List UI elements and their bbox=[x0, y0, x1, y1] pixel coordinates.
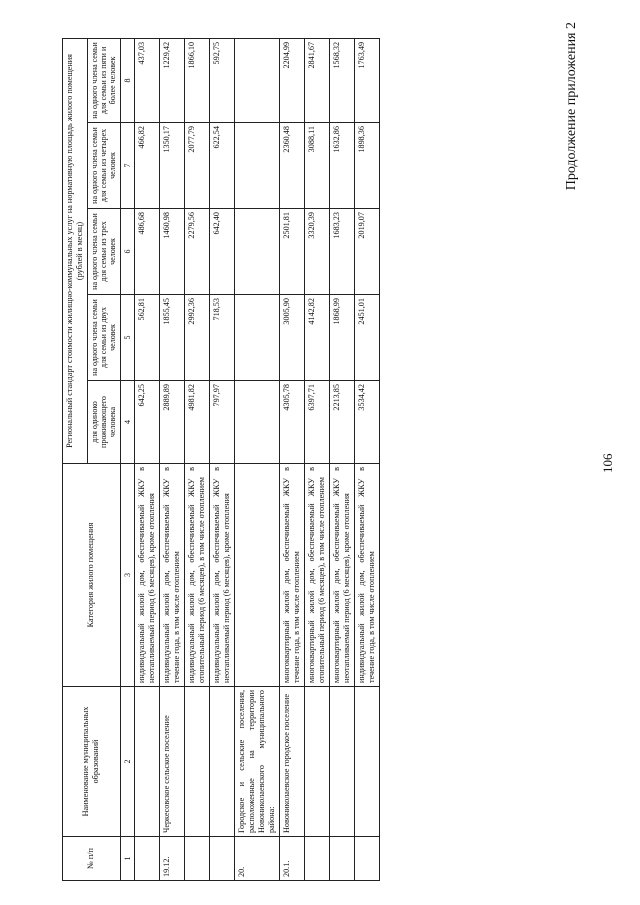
row-number bbox=[185, 837, 210, 881]
standard-value: 1350,17 bbox=[160, 123, 185, 209]
standard-value: 6397,71 bbox=[305, 381, 330, 464]
column-number: 3 bbox=[120, 464, 135, 687]
standard-value: 3320,39 bbox=[305, 209, 330, 295]
standard-value: 2360,48 bbox=[280, 123, 305, 209]
tariff-table bbox=[62, 38, 380, 881]
page-number: 106 bbox=[600, 453, 615, 473]
municipality-name bbox=[135, 687, 160, 837]
table-row bbox=[135, 38, 160, 880]
standard-value: 642,40 bbox=[210, 209, 235, 295]
housing-category: многоквартирный жилой дом, обеспечиваемый ЖКУ в отопительный период (6 месяцев), в том числе отоплением bbox=[305, 464, 330, 687]
header-num: № п/п bbox=[63, 837, 121, 881]
column-numbers-row bbox=[120, 38, 135, 880]
table-row bbox=[160, 38, 185, 880]
row-number: 19.12. bbox=[160, 837, 185, 881]
standard-value: 562,81 bbox=[135, 295, 160, 381]
standard-value: 1460,98 bbox=[160, 209, 185, 295]
standard-value: 1568,32 bbox=[330, 38, 355, 122]
standard-value: 622,54 bbox=[210, 123, 235, 209]
standard-value: 1866,10 bbox=[185, 38, 210, 122]
standard-value: 3088,11 bbox=[305, 123, 330, 209]
standard-value: 437,03 bbox=[135, 38, 160, 122]
standard-value: 2019,07 bbox=[355, 209, 380, 295]
housing-category: индивидуальный жилой дом, обеспечиваемый ЖКУ в неотапливаемый период (6 месяцев), кроме отопления bbox=[210, 464, 235, 687]
housing-category: индивидуальный жилой дом, обеспечиваемый ЖКУ в течение года, в том числе отоплением bbox=[160, 464, 185, 687]
row-number: 20. bbox=[235, 837, 280, 881]
standard-value bbox=[235, 38, 280, 122]
standard-value: 466,82 bbox=[135, 123, 160, 209]
table-row bbox=[210, 38, 235, 880]
row-number bbox=[305, 837, 330, 881]
housing-category: индивидуальный жилой дом, обеспечиваемый ЖКУ в отопительный период (6 месяцев), в том числе отоплением bbox=[185, 464, 210, 687]
standard-value: 4981,82 bbox=[185, 381, 210, 464]
municipality-name: Новониколаевское городское поселение bbox=[280, 687, 305, 837]
standard-value: 486,68 bbox=[135, 209, 160, 295]
standard-value: 1898,36 bbox=[355, 123, 380, 209]
table-row bbox=[330, 38, 355, 880]
standard-value: 2077,79 bbox=[185, 123, 210, 209]
column-number: 4 bbox=[120, 381, 135, 464]
column-number: 6 bbox=[120, 209, 135, 295]
standard-value: 2889,89 bbox=[160, 381, 185, 464]
standard-value bbox=[235, 123, 280, 209]
header-municipality: Наименование муниципальных образований bbox=[63, 687, 121, 837]
standard-value: 1229,42 bbox=[160, 38, 185, 122]
row-number bbox=[355, 837, 380, 881]
standard-value: 592,75 bbox=[210, 38, 235, 122]
row-number: 20.1. bbox=[280, 837, 305, 881]
housing-category bbox=[235, 464, 280, 687]
standard-value: 4305,78 bbox=[280, 381, 305, 464]
standard-value bbox=[235, 381, 280, 464]
standard-value: 3534,42 bbox=[355, 381, 380, 464]
municipality-name bbox=[305, 687, 330, 837]
table-row bbox=[235, 38, 280, 880]
header-sub: на одного члена семьи для семьи из трех человек bbox=[88, 209, 121, 295]
housing-category: индивидуальный жилой дом, обеспечиваемый ЖКУ в течение года, в том числе отоплением bbox=[355, 464, 380, 687]
municipality-name bbox=[185, 687, 210, 837]
header-sub: на одного члена семьи для семьи из пяти и более человек bbox=[88, 38, 121, 122]
standard-value bbox=[235, 295, 280, 381]
standard-value: 718,53 bbox=[210, 295, 235, 381]
row-number bbox=[135, 837, 160, 881]
housing-category: многоквартирный жилой дом, обеспечиваемый ЖКУ в неотапливаемый период (6 месяцев), кроме отопления bbox=[330, 464, 355, 687]
municipality-name bbox=[355, 687, 380, 837]
row-number bbox=[330, 837, 355, 881]
housing-category: многоквартирный жилой дом, обеспечиваемый ЖКУ в течение года, в том числе отоплением bbox=[280, 464, 305, 687]
housing-category: индивидуальный жилой дом, обеспечиваемый ЖКУ в неотапливаемый период (6 месяцев), кроме отопления bbox=[135, 464, 160, 687]
standard-value: 2451,01 bbox=[355, 295, 380, 381]
standard-value: 4142,82 bbox=[305, 295, 330, 381]
standard-value: 1632,86 bbox=[330, 123, 355, 209]
standard-value: 1763,49 bbox=[355, 38, 380, 122]
standard-value: 2204,99 bbox=[280, 38, 305, 122]
standard-value: 642,25 bbox=[135, 381, 160, 464]
row-number bbox=[210, 837, 235, 881]
standard-value bbox=[235, 209, 280, 295]
municipality-name bbox=[330, 687, 355, 837]
standard-value: 3005,90 bbox=[280, 295, 305, 381]
column-number: 1 bbox=[120, 837, 135, 881]
municipality-name: Черкесовское сельское поселение bbox=[160, 687, 185, 837]
municipality-name bbox=[210, 687, 235, 837]
standard-value: 2213,85 bbox=[330, 381, 355, 464]
column-number: 5 bbox=[120, 295, 135, 381]
municipality-name: Городское и сельские поселения, расположенные на территории Новониколаевского муниципального района: bbox=[235, 687, 280, 837]
standard-value: 1855,45 bbox=[160, 295, 185, 381]
standard-value: 1683,23 bbox=[330, 209, 355, 295]
standard-value: 2841,67 bbox=[305, 38, 330, 122]
standard-value: 797,97 bbox=[210, 381, 235, 464]
standard-value: 2501,81 bbox=[280, 209, 305, 295]
standard-value: 2992,36 bbox=[185, 295, 210, 381]
table-row bbox=[185, 38, 210, 880]
column-number: 2 bbox=[120, 687, 135, 837]
column-number: 7 bbox=[120, 123, 135, 209]
column-number: 8 bbox=[120, 38, 135, 122]
table-row bbox=[305, 38, 330, 880]
header-standard: Региональный стандарт стоимости жилищно-коммунальных услуг на нормативную площадь жилого помещения (рублей в месяц) bbox=[63, 38, 88, 463]
header-sub: на одного члена семьи для семьи из двух человек bbox=[88, 295, 121, 381]
appendix-title: Продолжение приложения 2 bbox=[564, 22, 579, 191]
standard-value: 1868,99 bbox=[330, 295, 355, 381]
standard-value: 2279,56 bbox=[185, 209, 210, 295]
header-sub: для одиноко проживающего человека bbox=[88, 381, 121, 464]
table-row bbox=[355, 38, 380, 880]
header-category: Категория жилого помещения bbox=[63, 464, 121, 687]
table-row bbox=[280, 38, 305, 880]
header-sub: на одного члена семьи для семьи из четырех человек bbox=[88, 123, 121, 209]
